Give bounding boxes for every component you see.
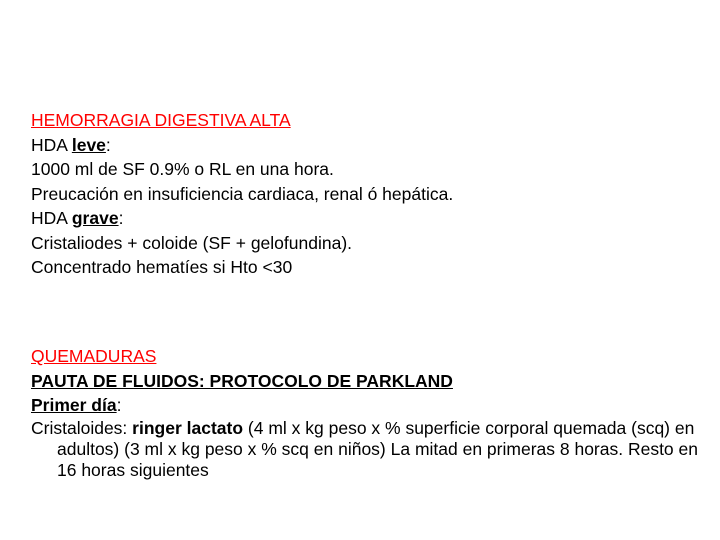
hda-grave-word: grave <box>71 208 119 228</box>
cristaloides-prefix: Cristaloides: <box>31 417 133 438</box>
hda-title: HEMORRAGIA DIGESTIVA ALTA <box>31 110 291 130</box>
cristaloides-rest: (4 ml x kg peso x % superficie corporal quemada (scq) en adultos) (3 ml x kg peso x % scq en niños) La mitad en primeras 8 horas. Resto en 16 horas siguientes <box>57 417 698 480</box>
quemaduras-section <box>31 344 711 481</box>
primer-dia-suffix: : <box>116 395 122 415</box>
hda-leve-suffix: : <box>105 134 111 155</box>
parkland-subtitle <box>31 369 711 394</box>
hda-leve-caution: Preucación en insuficiencia cardiaca, renal ó hepática. <box>31 183 454 204</box>
hda-grave-suffix: : <box>118 208 124 228</box>
hda-section <box>31 108 711 280</box>
quemaduras-title: QUEMADURAS <box>31 346 157 366</box>
primer-dia-line <box>31 393 711 418</box>
hda-grave-transfusion: Concentrado hematíes si Hto <30 <box>31 257 293 277</box>
hda-grave-fluids: Cristaliodes + coloide (SF + gelofundina). <box>31 232 353 253</box>
hda-leve-line <box>31 133 711 158</box>
primer-dia-label: Primer día <box>31 395 117 415</box>
parkland-subtitle-text: PAUTA DE FLUIDOS: PROTOCOLO DE PARKLAND <box>31 370 453 391</box>
hda-grave-prefix: HDA <box>31 208 72 228</box>
hda-leve-prefix: HDA <box>31 134 72 155</box>
ringer-lactato: ringer lactato <box>132 417 244 438</box>
cristaloides-paragraph <box>31 418 711 481</box>
hda-leve-dosing: 1000 ml de SF 0.9% o RL en una hora. <box>31 159 334 179</box>
hda-leve-word: leve <box>71 134 106 155</box>
hda-grave-line <box>31 206 711 231</box>
